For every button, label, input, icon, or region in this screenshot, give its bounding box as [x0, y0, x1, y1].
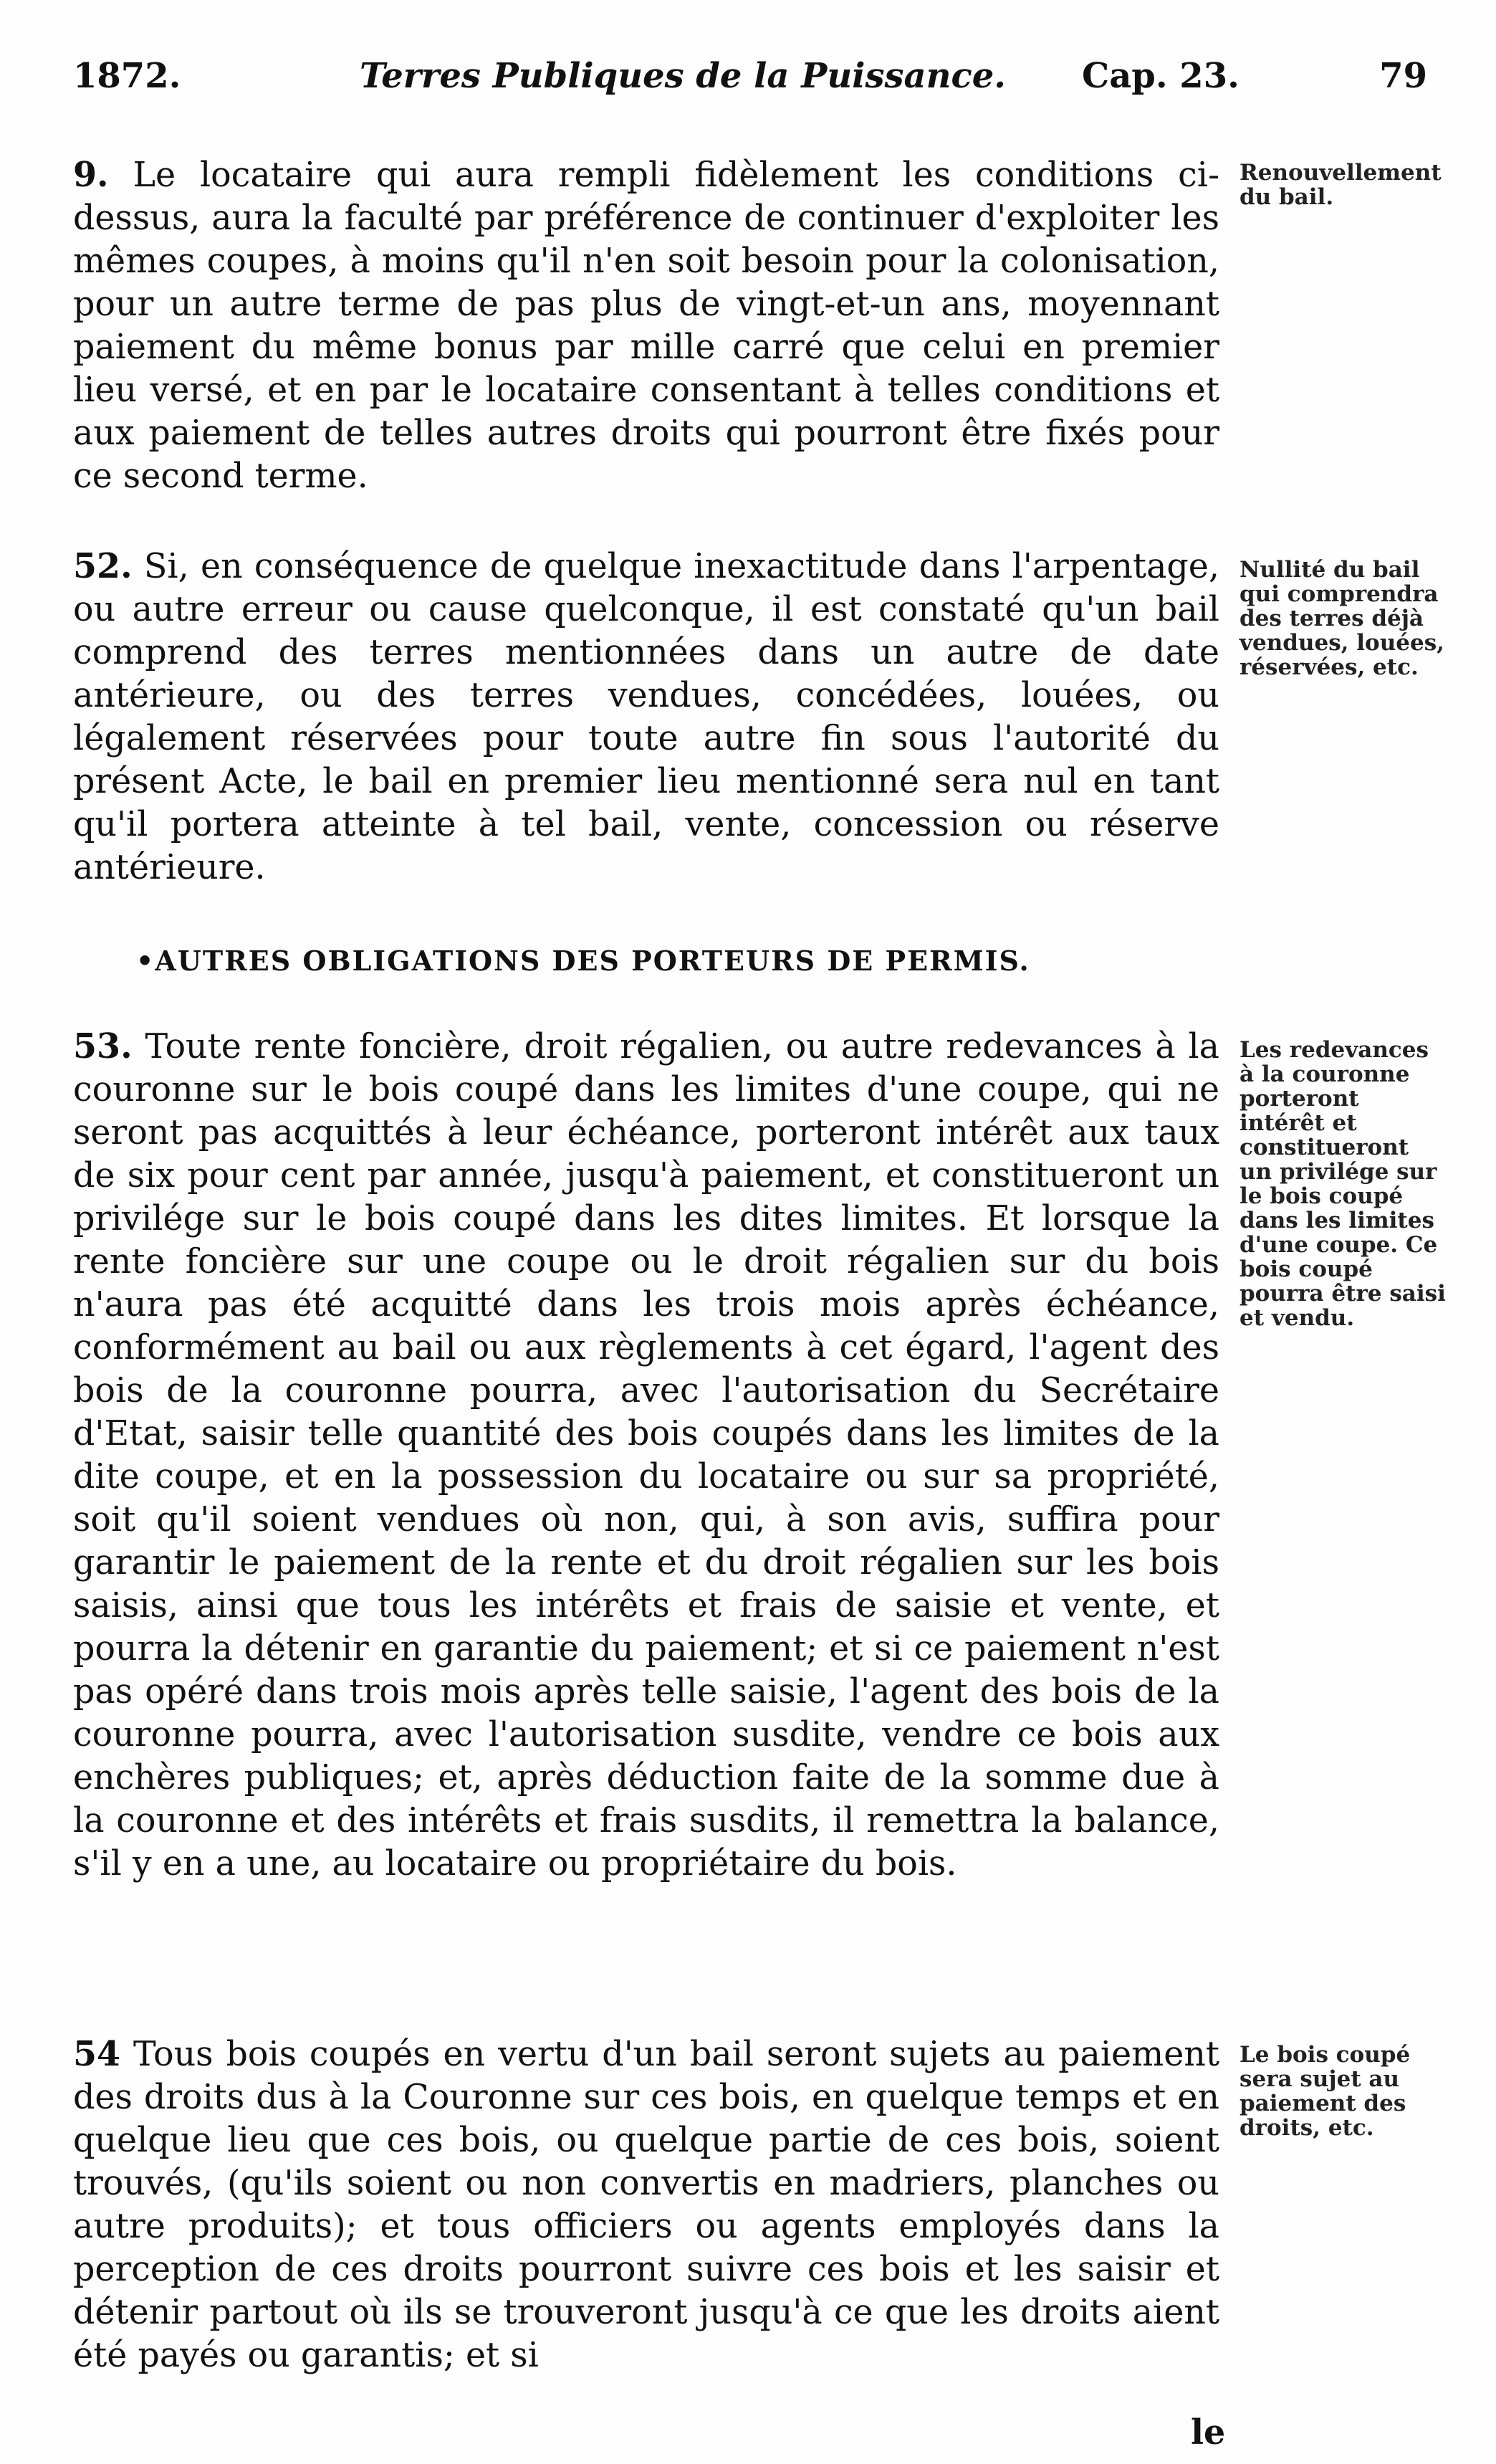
- page-number: 79: [1379, 56, 1427, 96]
- margin-note: Les redevances à la couronne porteront intérêt et constitueront un privilége sur le bois coupé dans les limites d'une coupe. Ce bois coupé pourra être saisi et vendu.: [1240, 1037, 1446, 1331]
- section-number: 9.: [73, 155, 109, 195]
- margin-note: Nullité du bail qui comprendra des terres déjà vendues, louées, réservées, etc.: [1240, 557, 1444, 680]
- section-text: Toute rente foncière, droit régalien, ou autre redevances à la couronne sur le bois coupé dans les limites d'une coupe, qui ne seront pas acquittés à leur échéance, porteront intérêt aux taux de six pour cent par année, jusqu'à paiement, et constitueront un privilége sur le bois coupé dans les dites limites. Et lorsque la rente foncière sur une coupe ou le droit régalien sur du bois n'aura pas été acquitté dans les trois mois après échéance, conformément au bail ou aux règlements à cet égard, l'agent des bois de la couronne pourra, avec l'autorisation du Secrétaire d'Etat, saisir telle quantité des bois coupés dans les limites de la dite coupe, et en la possession du locataire ou sur sa propriété, soit qu'il soient vendues où non, qui, à son avis, suffira pour garantir le paiement de la rente et du droit régalien sur les bois saisis, ainsi que tous les intérêts et frais de saisie et vente, et pourra la détenir en garantie du paiement; et si ce paiement n'est pas opéré dans trois mois après telle saisie, l'agent des bois de la couronne pourra, avec l'autorisation susdite, vendre ce bois aux enchères publiques; et, après déduction faite de la somme due à la couronne et des intérêts et frais susdits, il remettra la balance, s'il y en a une, au locataire ou propriétaire du bois.: [73, 1027, 1219, 1883]
- section-text: Tous bois coupés en vertu d'un bail seront sujets au paiement des droits dus à la Couronne sur ces bois, en quelque temps et en quelque lieu que ces bois, ou quelque partie de ces bois, soient trouvés, (qu'ils soient ou non convertis en madriers, planches ou autre produits); et tous officiers ou agents employés dans la perception de ces droits pourront suivre ces bois et les saisir et détenir partout où ils se trouveront jusqu'à ce que les droits aient été payés ou garantis; et si: [73, 2035, 1219, 2375]
- header-title: Terres Publiques de la Puissance.: [360, 56, 1006, 96]
- header-chapter: Cap. 23.: [1082, 56, 1240, 96]
- section-number: 54: [73, 2034, 121, 2074]
- running-header: [73, 56, 1427, 113]
- section-number: 52.: [73, 546, 133, 586]
- margin-note: Renouvellement du bail.: [1240, 160, 1442, 210]
- header-year: 1872.: [73, 56, 181, 96]
- section-heading: •AUTRES OBLIGATIONS DES PORTEURS DE PERMIS.: [136, 945, 1030, 977]
- section-text: Le locataire qui aura rempli fidèlement les conditions ci-dessus, aura la faculté par préférence de continuer d'exploiter les mêmes coupes, à moins qu'il n'en soit besoin pour la colonisation, pour un autre terme de pas plus de vingt-et-un ans, moyennant paiement du même bonus par mille carré que celui en premier lieu versé, et en par le locataire consentant à telles conditions et aux paiement de telles autres droits qui pourront être fixés pour ce second terme.: [73, 156, 1219, 496]
- section-text: Si, en conséquence de quelque inexactitude dans l'arpentage, ou autre erreur ou cause quelconque, il est constaté qu'un bail comprend des terres mentionnées dans un autre de date antérieure, ou des terres vendues, concédées, louées, ou légalement réservées pour toute autre fin sous l'autorité du présent Acte, le bail en premier lieu mentionné sera nul en tant qu'il portera atteinte à tel bail, vente, concession ou réserve antérieure.: [73, 547, 1219, 887]
- section-number: 53.: [73, 1026, 133, 1066]
- section-54-paragraph: [73, 2033, 1219, 2377]
- section-9-paragraph: [73, 153, 1219, 498]
- section-52-paragraph: [73, 545, 1219, 889]
- margin-note: Le bois coupé sera sujet au paiement des droits, etc.: [1240, 2042, 1411, 2141]
- section-53-paragraph: [73, 1025, 1219, 1886]
- catchword: le: [1191, 2412, 1226, 2453]
